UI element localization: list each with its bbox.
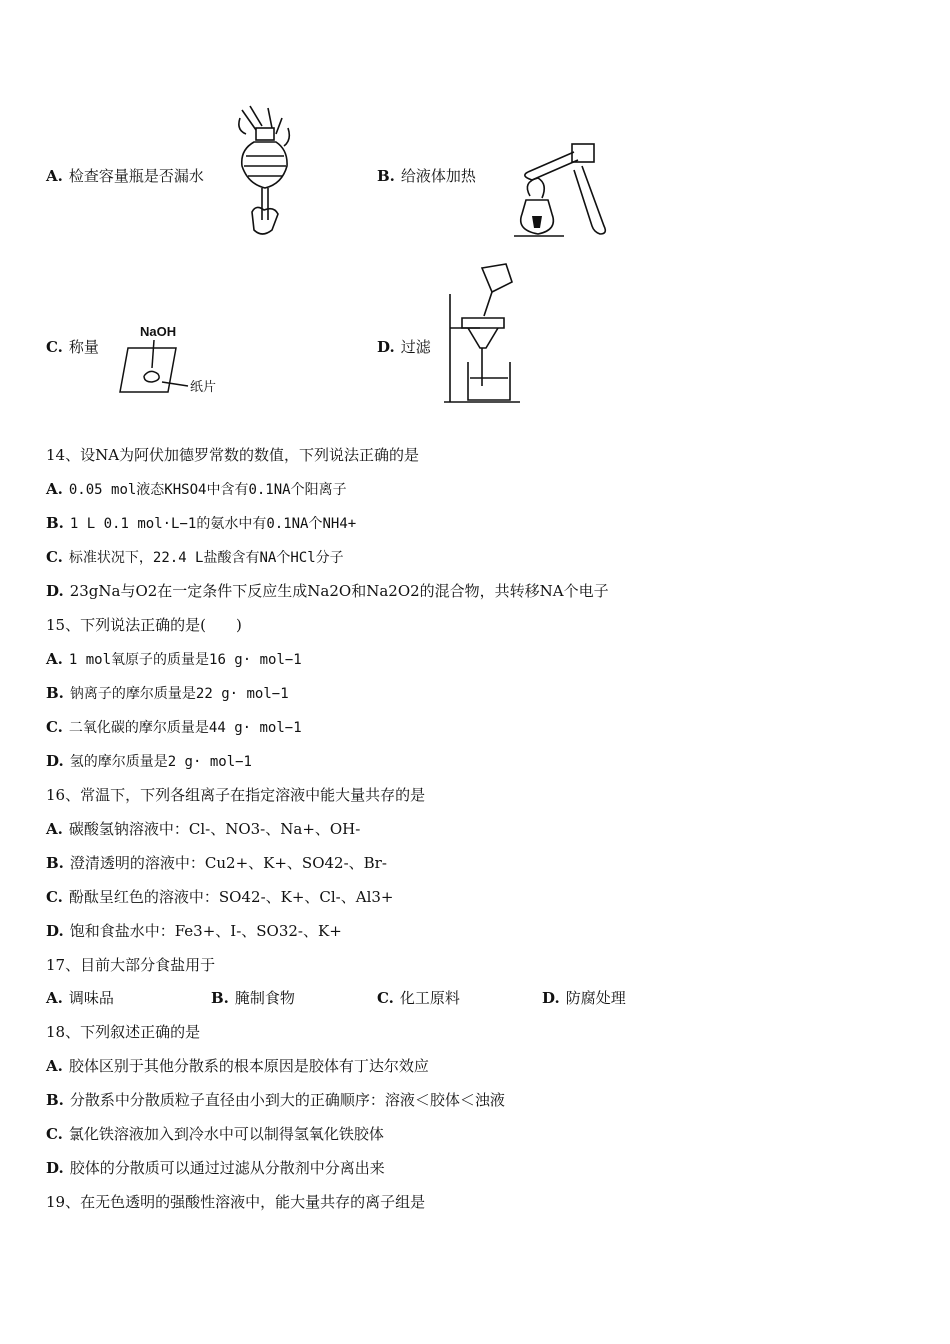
q17-stem [46,955,215,975]
option-text: 胶体的分散质可以通过过滤从分散剂中分离出来 [69,1159,385,1177]
option-text: 分散系中分散质粒子直径由小到大的正确顺序：溶液＜胶体＜浊液 [69,1091,505,1109]
option-letter: D. [46,1159,64,1177]
question-stem: 18、下列叙述正确的是 [46,1023,201,1041]
question-stem: 19、在无色透明的强酸性溶液中，能大量共存的离子组是 [46,1193,426,1211]
option-letter: D. [542,989,560,1007]
option-text: 酚酞呈红色的溶液中：SO42-、K+、Cl-、Al3+ [68,888,394,906]
option-text: 调味品 [68,989,114,1007]
option-text: 氢的摩尔质量是2 g· mol−1 [69,754,252,770]
option-letter: B. [46,684,64,702]
option-text: 碳酸氢钠溶液中：Cl-、NO3-、Na+、OH- [68,820,361,838]
q13-option-a[interactable] [46,165,204,186]
heating-liquid-figure [508,138,618,242]
option-letter: C. [46,548,63,566]
option-text: 23gNa与O2在一定条件下反应生成Na2O和Na2O2的混合物，共转移NA个电子 [69,582,609,600]
option-text: 澄清透明的溶液中：Cu2+、K+、SO42-、Br- [69,854,387,872]
q16-option-b[interactable] [46,853,387,873]
option-text: 钠离子的摩尔质量是22 g· mol−1 [69,686,289,702]
option-text: 氯化铁溶液加入到冷水中可以制得氢氧化铁胶体 [68,1125,384,1143]
volumetric-flask-leak-test-figure [232,100,294,245]
option-letter: D. [46,752,64,770]
q15-stem [46,615,242,635]
option-letter: C. [46,1125,63,1143]
paper-on-balance-icon [118,340,193,396]
option-text: 化工原料 [399,989,460,1007]
q16-option-c[interactable] [46,887,394,907]
option-text: 过滤 [400,338,431,356]
weighing-figure [118,322,228,402]
q18-option-a[interactable] [46,1056,429,1076]
q18-option-d[interactable] [46,1158,385,1178]
option-text: 给液体加热 [400,167,476,185]
option-text: 0.05 mol液态KHSO4中含有0.1NA个阳离子 [68,482,347,498]
option-text: 称量 [68,338,99,356]
question-stem: 14、设NA为阿伏加德罗常数的数值，下列说法正确的是 [46,446,420,464]
option-letter: B. [211,989,229,1007]
q13-option-c[interactable] [46,336,99,357]
filtration-apparatus-figure [440,262,525,408]
question-stem: 17、目前大部分食盐用于 [46,956,216,974]
q14-option-a[interactable] [46,479,347,500]
option-text: 检查容量瓶是否漏水 [68,167,204,185]
option-letter: C. [377,989,394,1007]
naoh-label: NaOH [140,324,177,339]
paper-label: 纸片 [190,380,217,395]
option-letter: B. [46,1091,64,1109]
option-text: 二氧化碳的摩尔质量是44 g· mol−1 [68,720,302,736]
option-letter: B. [377,167,395,185]
q16-option-d[interactable] [46,921,342,941]
option-letter: C. [46,888,63,906]
option-letter: A. [46,1057,63,1075]
option-letter: D. [46,582,64,600]
option-letter: B. [46,514,64,532]
option-letter: A. [46,820,63,838]
q18-stem [46,1022,200,1042]
option-letter: A. [46,167,63,185]
option-text: 腌制食物 [234,989,295,1007]
q14-option-c[interactable] [46,547,344,568]
option-text: 防腐处理 [565,989,626,1007]
q13-option-b[interactable] [377,165,476,186]
q14-option-b[interactable] [46,513,356,534]
option-letter: C. [46,718,63,736]
option-letter: A. [46,989,63,1007]
option-letter: D. [46,922,64,940]
option-text: 饱和食盐水中：Fe3+、I-、SO32-、K+ [69,922,342,940]
q16-option-a[interactable] [46,819,360,839]
q15-option-b[interactable] [46,683,289,704]
question-stem: 15、下列说法正确的是( ) [46,616,242,634]
option-text: 标准状况下，22.4 L盐酸含有NA个HCl分子 [68,550,344,566]
q15-option-d[interactable] [46,751,252,772]
option-text: 1 L 0.1 mol·L−1的氨水中有0.1NA个NH4+ [69,516,357,532]
q19-stem [46,1192,425,1212]
q17-option-d[interactable] [542,987,626,1008]
q16-stem [46,785,425,805]
option-text: 1 mol氧原子的质量是16 g· mol−1 [68,652,302,668]
q18-option-b[interactable] [46,1090,505,1110]
q15-option-c[interactable] [46,717,302,738]
q17-option-a[interactable] [46,987,114,1008]
q17-option-c[interactable] [377,987,460,1008]
q15-option-a[interactable] [46,649,302,670]
option-letter: B. [46,854,64,872]
option-letter: C. [46,338,63,356]
q13-option-d[interactable] [377,336,431,357]
q17-option-b[interactable] [211,987,295,1008]
q18-option-c[interactable] [46,1124,384,1144]
q14-stem [46,445,419,465]
q14-option-d[interactable] [46,581,609,601]
question-stem: 16、常温下，下列各组离子在指定溶液中能大量共存的是 [46,786,426,804]
option-text: 胶体区别于其他分散系的根本原因是胶体有丁达尔效应 [68,1057,429,1075]
option-letter: D. [377,338,395,356]
option-letter: A. [46,480,63,498]
option-letter: A. [46,650,63,668]
